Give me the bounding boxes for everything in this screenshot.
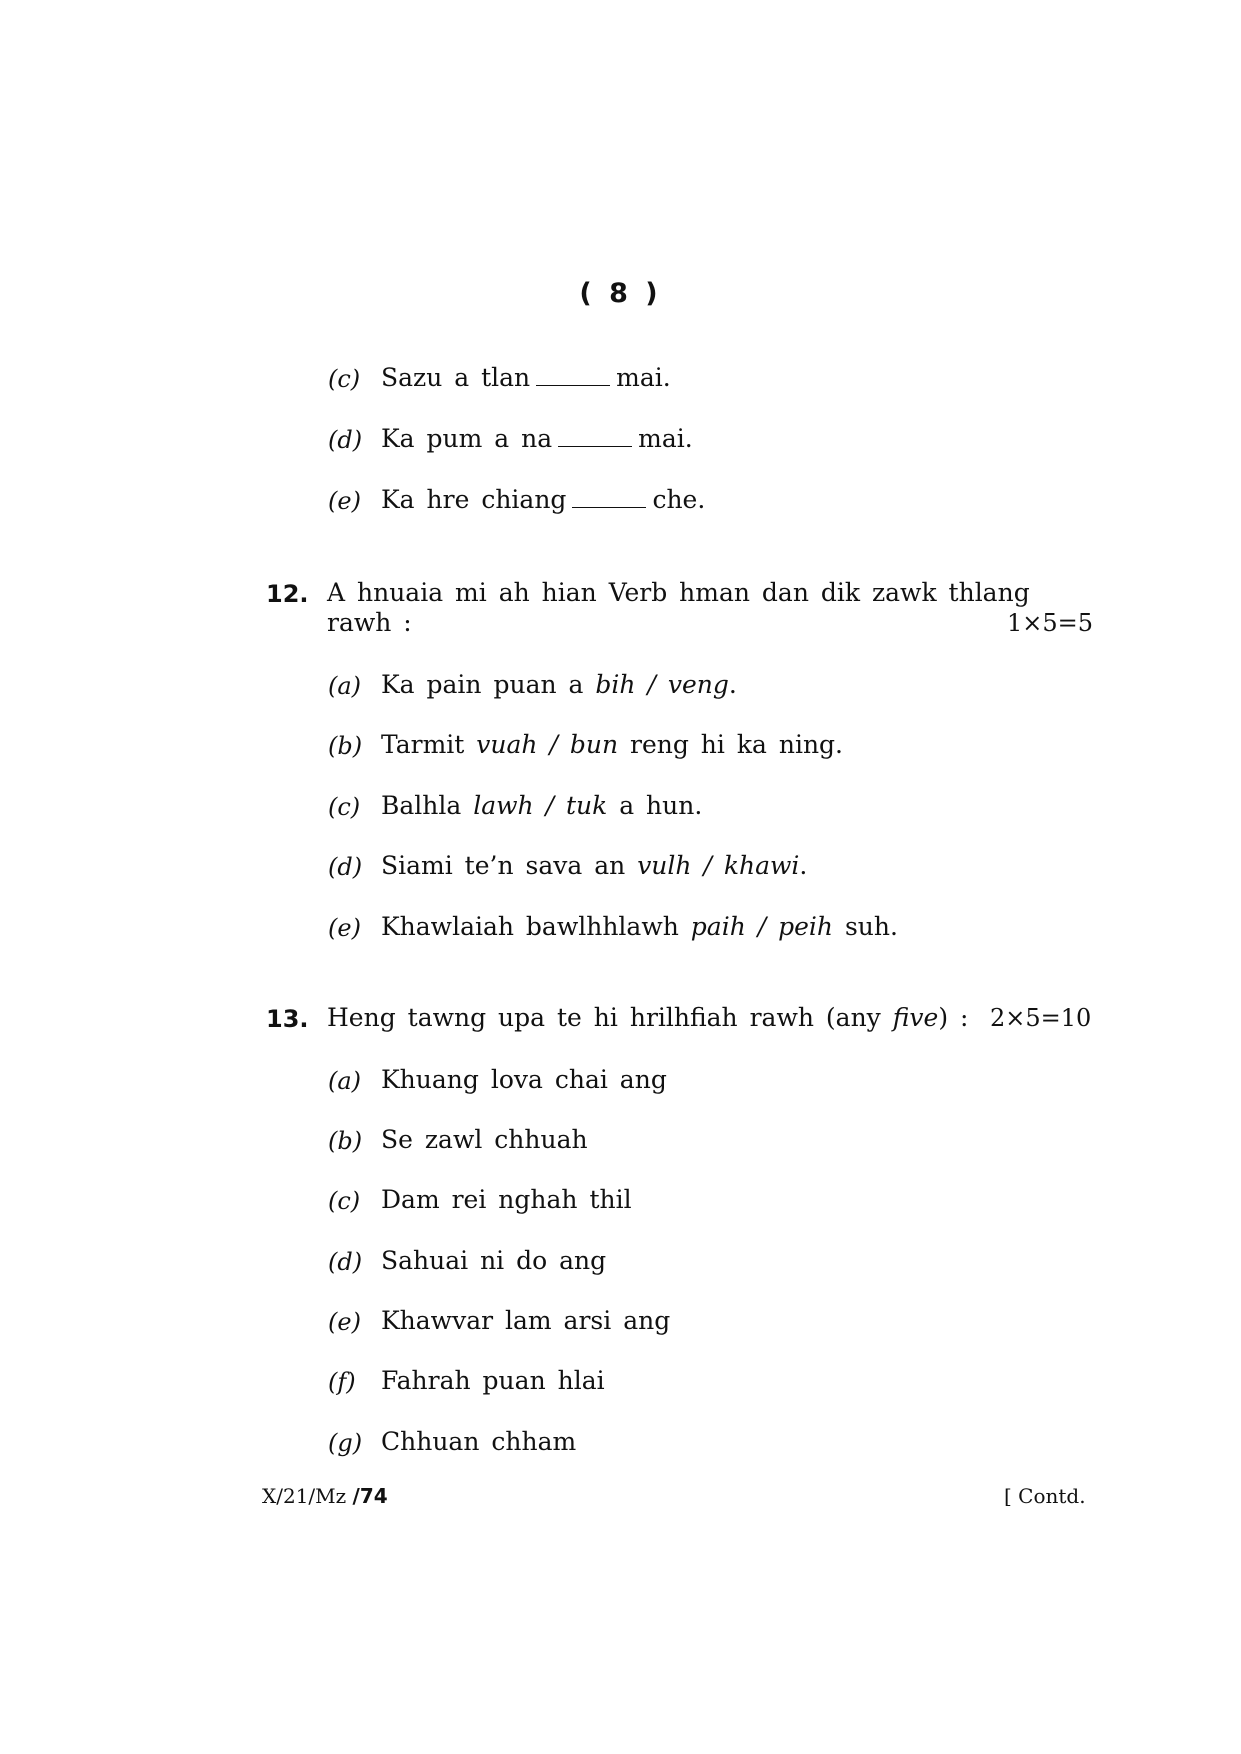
idiom-item: Se zawl chhuah: [381, 1125, 588, 1154]
page-number: ( 8 ): [579, 278, 662, 309]
item-text: mai.: [638, 424, 693, 453]
item-label: (c): [328, 793, 361, 821]
choice-item: [381, 791, 702, 820]
item-label: (d): [328, 426, 363, 454]
item-label: (c): [328, 1187, 361, 1215]
item-text: che.: [652, 485, 706, 514]
idiom-item: Chhuan chham: [381, 1427, 577, 1456]
item-text: Ka hre chiang: [381, 485, 567, 514]
question-number: 12.: [266, 580, 309, 608]
fill-in-item: [381, 485, 705, 514]
paper-code: [262, 1484, 388, 1508]
item-text: a hun.: [607, 791, 703, 820]
answer-blank: [558, 445, 632, 447]
item-text: Tarmit: [381, 730, 465, 759]
choice-item: [381, 670, 737, 699]
item-label: (b): [328, 732, 363, 760]
question-text-part: ) :: [938, 1003, 969, 1032]
question-text: rawh :: [327, 608, 412, 637]
item-text: Khawlaiah bawlhhlawh: [381, 912, 679, 941]
verb-choices: lawh / tuk: [473, 791, 608, 820]
continued-note: [ Contd.: [1004, 1484, 1086, 1508]
item-text: Ka pain puan a: [381, 670, 584, 699]
fill-in-item: [381, 424, 693, 453]
item-label: (e): [328, 914, 361, 942]
item-label: (a): [328, 672, 362, 700]
item-text: reng hi ka ning.: [618, 730, 843, 759]
item-label: (b): [328, 1127, 363, 1155]
verb-choices: bih / veng: [595, 670, 729, 699]
item-label: (e): [328, 1308, 361, 1336]
item-label: (g): [328, 1429, 363, 1457]
choice-item: [381, 730, 843, 759]
fill-in-item: [381, 363, 671, 392]
paper-code-prefix: X/21/Mz: [262, 1484, 353, 1508]
item-text: .: [728, 670, 737, 699]
question-text: A hnuaia mi ah hian Verb hman dan dik zawk thlang: [327, 578, 1030, 607]
idiom-item: Sahuai ni do ang: [381, 1246, 607, 1275]
idiom-item: Khawvar lam arsi ang: [381, 1306, 671, 1335]
item-text: .: [799, 851, 808, 880]
item-label: (c): [328, 365, 361, 393]
choice-item: [381, 912, 898, 941]
marks: 1×5=5: [1007, 609, 1094, 637]
question-text: [327, 1003, 968, 1032]
verb-choices: vuah / bun: [476, 730, 619, 759]
item-text: suh.: [833, 912, 898, 941]
question-text-part: Heng tawng upa te hi hrilhfiah rawh (any: [327, 1003, 881, 1032]
idiom-item: Fahrah puan hlai: [381, 1366, 605, 1395]
item-text: Siami te’n sava an: [381, 851, 626, 880]
verb-choices: paih / peih: [690, 912, 834, 941]
item-text: Ka pum a na: [381, 424, 553, 453]
item-text: mai.: [616, 363, 671, 392]
idiom-item: Dam rei nghah thil: [381, 1185, 632, 1214]
question-number: 13.: [266, 1005, 309, 1033]
marks: 2×5=10: [990, 1004, 1092, 1032]
item-label: (e): [328, 487, 361, 515]
choice-item: [381, 851, 807, 880]
verb-choices: vulh / khawi: [637, 851, 800, 880]
item-label: (d): [328, 1248, 363, 1276]
item-label: (f): [328, 1368, 356, 1396]
answer-blank: [572, 506, 646, 508]
item-label: (d): [328, 853, 363, 881]
answer-blank: [536, 384, 610, 386]
item-label: (a): [328, 1067, 362, 1095]
paper-code-suffix: /74: [352, 1484, 388, 1508]
item-text: Balhla: [381, 791, 462, 820]
item-text: Sazu a tlan: [381, 363, 531, 392]
question-text-emphasis: five: [892, 1003, 939, 1032]
idiom-item: Khuang lova chai ang: [381, 1065, 667, 1094]
